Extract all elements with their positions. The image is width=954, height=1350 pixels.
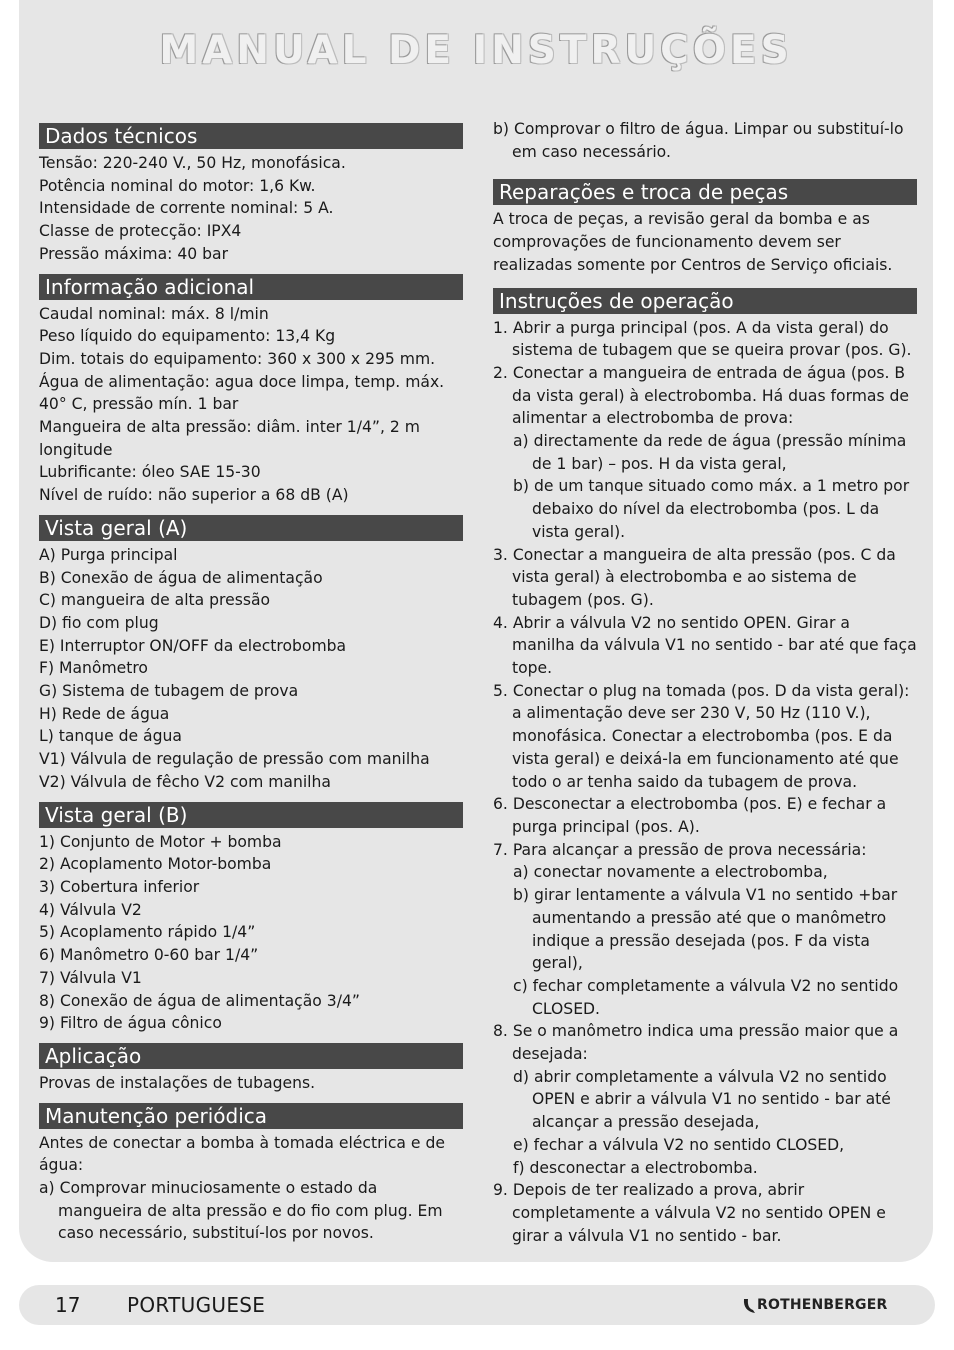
step-2b: b) de um tanque situado como máx. a 1 metro por debaixo do nível da electrobomba (pos. L da vista geral). — [513, 477, 910, 541]
list-item: 5) Acoplamento rápido 1/4” — [39, 923, 256, 942]
manutencao-item-a: a) Comprovar minuciosamente o estado da mangueira de alta pressão e do fio com plug. Em caso necessário, substituí-los por novos. — [39, 1179, 443, 1243]
step-6: 6. Desconectar a electrobomba (pos. E) e fechar a purga principal (pos. A). — [493, 795, 887, 836]
heading-aplicacao: Aplicação — [39, 1043, 463, 1069]
step-8d: d) abrir completamente a válvula V2 no sentido OPEN e abrir a válvula V1 no sentido - bar até alcançar a pressão desejada, — [513, 1067, 891, 1132]
rothenberger-logo — [741, 1291, 901, 1319]
list-item: V2) Válvula de fêcho V2 com manilha — [39, 772, 331, 791]
list-item: G) Sistema de tubagem de prova — [39, 682, 299, 701]
step-3: 3. Conectar a mangueira de alta pressão (pos. C da vista geral) à electrobomba e ao sistema de tubagem (pos. G). — [493, 545, 896, 609]
list-vista-geral-a — [39, 544, 463, 794]
list-vista-geral-b — [39, 831, 463, 1035]
list-dados-tecnicos — [39, 152, 463, 266]
list-item: 1) Conjunto de Motor + bomba — [39, 832, 282, 851]
right-column — [493, 118, 917, 1247]
page-number: 17 — [55, 1293, 81, 1317]
heading-vista-geral-a: Vista geral (A) — [39, 515, 463, 541]
list-item: C) mangueira de alta pressão — [39, 591, 271, 610]
step-8e: e) fechar a válvula V2 no sentido CLOSED, — [513, 1135, 845, 1154]
list-item: Água de alimentação: agua doce limpa, temp. máx. 40° C, pressão mín. 1 bar — [39, 372, 445, 414]
heading-reparacoes: Reparações e troca de peças — [493, 179, 917, 205]
list-item: L) tanque de água — [39, 727, 182, 746]
page-title: MANUAL DE INSTRUÇÕES — [159, 28, 793, 73]
reparacoes-text: A troca de peças, a revisão geral da bomba e as comprovações de funcionamento devem ser realizadas somente por Centros de Serviço oficiais. — [493, 210, 893, 274]
list-item: B) Conexão de água de alimentação — [39, 568, 323, 587]
heading-vista-geral-b: Vista geral (B) — [39, 802, 463, 828]
list-item: Pressão máxima: 40 bar — [39, 244, 229, 263]
list-item: Mangueira de alta pressão: diâm. inter 1/4”, 2 m longitude — [39, 418, 420, 459]
heading-manutencao-periodica: Manutenção periódica — [39, 1103, 463, 1129]
step-8: 8. Se o manômetro indica uma pressão maior que a desejada: — [493, 1022, 899, 1064]
list-item: 8) Conexão de água de alimentação 3/4” — [39, 991, 360, 1010]
step-8f: f) desconectar a electrobomba. — [513, 1158, 758, 1177]
list-aplicacao — [39, 1072, 463, 1095]
language-label: PORTUGUESE — [127, 1293, 266, 1317]
list-item: 9) Filtro de água cônico — [39, 1014, 222, 1033]
list-item: Tensão: 220-240 V., 50 Hz, monofásica. — [39, 154, 346, 172]
step-4: 4. Abrir a válvula V2 no sentido OPEN. Girar a manilha da válvula V1 no sentido - bar até que faça tope. — [493, 613, 917, 678]
list-item: 4) Válvula V2 — [39, 900, 142, 919]
step-7b: b) girar lentamente a válvula V1 no sentido +bar aumentando a pressão até que o manômetro indique a pressão desejada (pos. F da vista geral), — [513, 886, 898, 973]
list-item: Lubrificante: óleo SAE 15-30 — [39, 463, 261, 482]
list-item: Peso líquido do equipamento: 13,4 Kg — [39, 327, 336, 346]
step-9: 9. Depois de ter realizado a prova, abrir completamente a válvula V2 no sentido OPEN e girar a válvula V1 no sentido - bar. — [493, 1181, 886, 1245]
step-7: 7. Para alcançar a pressão de prova necessária: — [493, 840, 867, 859]
list-item: V1) Válvula de regulação de pressão com manilha — [39, 750, 430, 769]
list-item: 7) Válvula V1 — [39, 968, 142, 987]
heading-dados-tecnicos: Dados técnicos — [39, 123, 463, 149]
page-footer — [19, 1285, 935, 1325]
list-item: Nível de ruído: não superior a 68 dB (A) — [39, 486, 349, 505]
list-item: 2) Acoplamento Motor-bomba — [39, 855, 272, 874]
step-5: 5. Conectar o plug na tomada (pos. D da vista geral): a alimentação deve ser 230 V, 50 Hz (110 V.), monofásica. Conectar a electrobomba (pos. E da vista geral) e deixá-la em funcionamento até que todo o ar tenha saido da tubagem de prova. — [493, 681, 910, 791]
step-1: 1. Abrir a purga principal (pos. A da vista geral) do sistema de tubagem que se queira provar (pos. G). — [493, 318, 912, 360]
list-item: Provas de instalações de tubagens. — [39, 1073, 316, 1092]
heading-informacao-adicional: Informação adicional — [39, 274, 463, 300]
list-item: H) Rede de água — [39, 704, 170, 723]
list-item: 3) Cobertura inferior — [39, 877, 200, 896]
logo-text: ROTHENBERGER — [757, 1297, 888, 1313]
list-item: Classe de protecção: IPX4 — [39, 222, 242, 241]
step-7a: a) conectar novamente a electrobomba, — [513, 863, 828, 882]
manutencao-intro: Antes de conectar a bomba à tomada eléctrica e de água: — [39, 1133, 445, 1175]
list-item: Dim. totais do equipamento: 360 x 300 x 295 mm. — [39, 349, 436, 368]
list-item: E) Interruptor ON/OFF da electrobomba — [39, 636, 347, 655]
left-column — [39, 123, 463, 1245]
list-item: F) Manômetro — [39, 659, 148, 678]
heading-instrucoes-operacao: Instruções de operação — [493, 288, 917, 314]
step-2a: a) directamente da rede de água (pressão mínima de 1 bar) – pos. H da vista geral, — [513, 432, 907, 473]
list-item: Potência nominal do motor: 1,6 Kw. — [39, 176, 316, 195]
step-2: 2. Conectar a mangueira de entrada de água (pos. B da vista geral) à electrobomba. Há duas formas de alimentar a electrobomba de prova: — [493, 363, 910, 428]
list-item: D) fio com plug — [39, 613, 159, 632]
list-item: Caudal nominal: máx. 8 l/min — [39, 304, 269, 323]
list-item: A) Purga principal — [39, 545, 178, 564]
list-item: 6) Manômetro 0-60 bar 1/4” — [39, 946, 259, 965]
list-item: Intensidade de corrente nominal: 5 A. — [39, 199, 334, 218]
step-7c: c) fechar completamente a válvula V2 no sentido CLOSED. — [513, 976, 899, 1018]
manutencao-item-b: b) Comprovar o filtro de água. Limpar ou substituí-lo em caso necessário. — [493, 120, 904, 161]
list-informacao-adicional — [39, 303, 463, 507]
